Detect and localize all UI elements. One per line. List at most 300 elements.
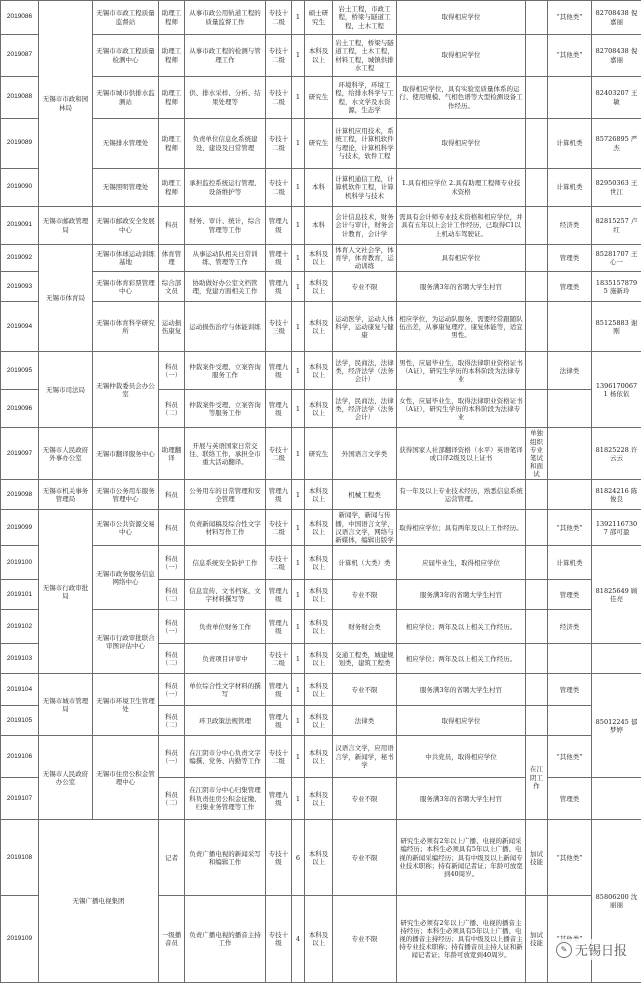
cell-level: 专技十二级	[266, 169, 292, 207]
cell-req: 获得国家人社部翻译资格（水平）英语笔译或口译2级及以上证书	[397, 428, 526, 480]
cell-edu: 研究生	[305, 77, 333, 119]
cell-exam	[548, 77, 592, 119]
cell-cond	[526, 674, 548, 706]
cell-major: 外国语言文学类	[333, 428, 397, 480]
cell-edu: 本科及以上	[305, 778, 333, 820]
cell-req: 具有相应学位	[397, 245, 526, 272]
cell-exam	[548, 706, 592, 736]
cell-duty: 从事市政公用轨道工程的质量监督工作	[185, 1, 266, 35]
cell-cond: 在江阴工作	[526, 736, 548, 820]
table-row	[1, 302, 641, 352]
cell-num: 1	[292, 272, 305, 302]
cell-duty: 协助做好办公室文档管理，党建方面相关工作	[185, 272, 266, 302]
cell-level: 管理九级	[266, 272, 292, 302]
cell-cond	[526, 207, 548, 245]
cell-cond	[526, 245, 548, 272]
cell-unit: 无锡市住房公积金管理中心	[93, 736, 159, 820]
cell-exam: 计算机类	[548, 169, 592, 207]
cell-level: 管理九级	[266, 480, 292, 510]
cell-contact: 85012245 郁梦婷	[592, 674, 641, 778]
cell-req: 取得相应学位	[397, 706, 526, 736]
cell-dept: 无锡市城市管理局	[39, 674, 93, 736]
table-row	[1, 77, 641, 119]
cell-unit: 无锡市邮政安全发展中心	[93, 207, 159, 245]
cell-contact: 82708438 倪嘉丽	[592, 35, 641, 77]
cell-code: 2019099	[1, 510, 39, 546]
cell-code: 2019087	[1, 35, 39, 77]
cell-cond	[526, 480, 548, 510]
cell-dept: 无锡市市政和园林局	[39, 1, 93, 207]
chat-bubble-icon: ✎	[556, 942, 572, 958]
cell-req: 取得相应学位	[397, 35, 526, 77]
cell-contact: 13961700671 杨依依	[592, 352, 641, 428]
cell-num: 4	[292, 896, 305, 983]
cell-edu: 研究生	[305, 428, 333, 480]
cell-num: 1	[292, 580, 305, 610]
cell-cond	[526, 580, 548, 610]
cell-post: 助理翻译	[159, 428, 185, 480]
cell-level: 专技十二级	[266, 546, 292, 580]
cell-cond: 单独组织专业笔试和面试	[526, 428, 548, 480]
cell-level: 专技十二级	[266, 1, 292, 35]
cell-level: 专技十二级	[266, 119, 292, 169]
cell-code: 2019100	[1, 546, 39, 580]
cell-num: 1	[292, 644, 305, 674]
table-row	[1, 674, 641, 706]
cell-contact: 82815257 卢红	[592, 207, 641, 245]
cell-exam: 管理类	[548, 245, 592, 272]
cell-req: 研究生必须有2年以上广播、电视的新闻采编经历；本科生必须具有5年以上广播、电视的新闻采编经历；具有中级及以上新闻专业技术职称；持有新闻记者证；年龄可放宽到40周岁。	[397, 820, 526, 896]
cell-exam	[548, 644, 592, 674]
cell-major: 法学，民商法，法律类，经济法学（法务会计）	[333, 352, 397, 390]
table-row	[1, 272, 641, 302]
cell-contact: 81825228 许云云	[592, 428, 641, 480]
cell-exam: “其他类”	[548, 510, 592, 546]
cell-code: 2019088	[1, 77, 39, 119]
cell-post: 科员（二）	[159, 390, 185, 428]
cell-post: 科员（一）	[159, 352, 185, 390]
cell-major: 专业不限	[333, 674, 397, 706]
cell-code: 2019106	[1, 736, 39, 778]
cell-exam: “其他类”	[548, 1, 592, 35]
cell-unit: 无锡市环境卫生管理处	[93, 674, 159, 736]
table-row	[1, 1, 641, 35]
cell-duty: 在江阴市分中心负责文字编撰、党务、内勤等工作	[185, 736, 266, 778]
cell-exam: 经济类	[548, 610, 592, 644]
cell-num: 1	[292, 1, 305, 35]
cell-cond	[526, 272, 548, 302]
cell-major: 财务财会类	[333, 610, 397, 644]
cell-level: 管理九级	[266, 778, 292, 820]
cell-unit: 无锡市城市供排水监测站	[93, 77, 159, 119]
cell-req: 1.具有相应学位 2.具有助理工程师专业技术资格	[397, 169, 526, 207]
table-row	[1, 610, 641, 644]
newspaper-watermark	[552, 939, 631, 960]
cell-dept: 无锡市人民政府外事办公室	[39, 428, 93, 480]
cell-num: 1	[292, 510, 305, 546]
cell-cond	[526, 546, 548, 580]
cell-contact: 82950363 王世江	[592, 169, 641, 207]
cell-post: 助理工程师	[159, 1, 185, 35]
cell-exam: 计算机类	[548, 119, 592, 169]
cell-exam	[548, 480, 592, 510]
cell-contact	[592, 778, 641, 820]
cell-level: 管理九级	[266, 390, 292, 428]
cell-post: 运动损伤康复	[159, 302, 185, 352]
cell-duty: 在江阴市分中心归集管理科负责住房公积金征缴、归集业务管理等工作	[185, 778, 266, 820]
cell-major: 专业不限	[333, 778, 397, 820]
cell-num: 1	[292, 245, 305, 272]
cell-contact: 81825649 顾佳亮	[592, 546, 641, 644]
cell-contact: 18351578795 施新玲	[592, 272, 641, 302]
cell-duty: 负责单位财务工作	[185, 610, 266, 644]
cell-num: 1	[292, 302, 305, 352]
cell-dept: 无锡广播电视集团	[39, 820, 159, 983]
cell-post: 综合部文员	[159, 272, 185, 302]
cell-contact	[592, 644, 641, 674]
cell-num: 1	[292, 778, 305, 820]
cell-duty: 负责新闻稿及综合性文字材料写作工作	[185, 510, 266, 546]
cell-level: 专技十三级	[266, 302, 292, 352]
table-row	[1, 820, 641, 896]
cell-contact: 13921167307 邵可盈	[592, 510, 641, 546]
cell-code: 2019103	[1, 644, 39, 674]
cell-exam	[548, 302, 592, 352]
watermark-text: 无锡日报	[575, 940, 627, 959]
cell-duty: 负责项目评审中	[185, 644, 266, 674]
cell-exam	[548, 390, 592, 428]
cell-req: 女性，应届毕业生，取得法律职业资格证书（A证），研究生学历的本科阶段为法律专业	[397, 390, 526, 428]
cell-cond	[526, 1, 548, 35]
cell-edu: 本科及以上	[305, 245, 333, 272]
cell-unit: 无锡市公共资源交易中心	[93, 510, 159, 546]
cell-duty: 环卫政策法规管理	[185, 706, 266, 736]
cell-edu: 本科及以上	[305, 736, 333, 778]
cell-duty: 单位综合性文字材料的撰写	[185, 674, 266, 706]
cell-level: 专技十二级	[266, 428, 292, 480]
cell-req: 服务满3年的省聘大学生村官	[397, 674, 526, 706]
cell-req: 男性，应届毕业生，取得法律职业资格证书（A证），研究生学历的本科阶段为法律专业	[397, 352, 526, 390]
cell-code: 2019086	[1, 1, 39, 35]
cell-contact: 85806200 沈丽丽	[592, 820, 641, 983]
cell-edu: 本科及以上	[305, 580, 333, 610]
cell-exam: 管理类	[548, 272, 592, 302]
cell-duty: 信息宣传、文书档案、文字材料撰写等	[185, 580, 266, 610]
cell-cond	[526, 302, 548, 352]
cell-major: 专业不限	[333, 896, 397, 983]
cell-req: 取得相应学位，具有实验室质量体系的运行、使用规模、气相色谱等大型检测设备工作经历。	[397, 77, 526, 119]
cell-duty: 从事运动队相关日常训练、管理等工作	[185, 245, 266, 272]
cell-code: 2019093	[1, 272, 39, 302]
cell-duty: 运动损伤治疗与体能训练	[185, 302, 266, 352]
cell-dept: 无锡市体育局	[39, 245, 93, 352]
cell-level: 专技十级	[266, 820, 292, 896]
cell-major: 岩土工程，桥梁与隧道工程，土木工程，材料工程，城镇供排水工程	[333, 35, 397, 77]
cell-post: 科员（一）	[159, 736, 185, 778]
cell-post: 体育管理	[159, 245, 185, 272]
cell-num: 1	[292, 610, 305, 644]
cell-req: 需具有会计师专业技术资格和相应学位，并具有五年以上会计工作经历，已取得C1以上机动车驾驶证。	[397, 207, 526, 245]
cell-cond: 加试技能	[526, 820, 548, 896]
cell-duty: 仲裁案件受理、立案咨询服务工作	[185, 352, 266, 390]
cell-unit: 无锡市翻译服务中心	[93, 428, 159, 480]
table-row	[1, 207, 641, 245]
cell-unit: 无锡市体育彩票管理中心	[93, 272, 159, 302]
cell-major: 体育人文社会学，体育学，体育教育，运动训练	[333, 245, 397, 272]
cell-exam: 计算机类	[548, 546, 592, 580]
cell-contact: 85281707 王心一	[592, 245, 641, 272]
cell-level: 专技十二级	[266, 644, 292, 674]
cell-exam: 经济类	[548, 207, 592, 245]
cell-major: 岩土工程，市政工程，桥梁与隧道工程，土木工程	[333, 1, 397, 35]
cell-code: 2019090	[1, 169, 39, 207]
cell-num: 1	[292, 706, 305, 736]
cell-req: 服务满3年的省聘大学生村官	[397, 580, 526, 610]
cell-code: 2019095	[1, 352, 39, 390]
cell-post: 助理工程师	[159, 169, 185, 207]
cell-major: 计算机（大类）类	[333, 546, 397, 580]
cell-dept: 无锡市司法局	[39, 352, 93, 428]
cell-num: 1	[292, 207, 305, 245]
cell-major: 机械工程类	[333, 480, 397, 510]
cell-level: 管理九级	[266, 352, 292, 390]
cell-post: 科员（一）	[159, 610, 185, 644]
cell-level: 管理九级	[266, 580, 292, 610]
cell-duty: 负责单位信息化系统建设、建设及日常管理	[185, 119, 266, 169]
cell-unit: 无锡照明管理处	[93, 169, 159, 207]
cell-exam: 法律类	[548, 352, 592, 390]
cell-edu: 本科及以上	[305, 546, 333, 580]
table-row	[1, 169, 641, 207]
cell-level: 专技十二级	[266, 77, 292, 119]
cell-code: 2019089	[1, 119, 39, 169]
cell-num: 1	[292, 169, 305, 207]
cell-duty: 公务用车的日常管理和安全管理	[185, 480, 266, 510]
cell-contact: 81824216 陈俊良	[592, 480, 641, 510]
table-row	[1, 35, 641, 77]
cell-edu: 本科	[305, 207, 333, 245]
cell-post: 科员	[159, 480, 185, 510]
cell-dept: 无锡市行政审批局	[39, 510, 93, 674]
cell-cond: 加试技能	[526, 896, 548, 983]
cell-exam: 管理类	[548, 580, 592, 610]
cell-req: 取得相应学位；具有两年及以上工作经历。	[397, 510, 526, 546]
cell-code: 2019105	[1, 706, 39, 736]
cell-num: 1	[292, 119, 305, 169]
cell-req: 取得相应学位	[397, 119, 526, 169]
cell-exam: “其他类”	[548, 35, 592, 77]
cell-req: 相应学位；两年及以上相关工作经历。	[397, 610, 526, 644]
cell-num: 1	[292, 390, 305, 428]
cell-post: 科员（二）	[159, 706, 185, 736]
cell-major: 法学，民商法，法律类，经济法学（法务会计）	[333, 390, 397, 428]
cell-post: 一级播音员	[159, 896, 185, 983]
cell-post: 记者	[159, 820, 185, 896]
cell-major: 环境科学，环境工程，给排水科学与工程，水文学及水资源，生态学	[333, 77, 397, 119]
cell-edu: 本科	[305, 169, 333, 207]
cell-edu: 本科及以上	[305, 674, 333, 706]
table-row	[1, 428, 641, 480]
cell-duty: 财务、审计、统计，综合管理等工作	[185, 207, 266, 245]
cell-cond	[526, 77, 548, 119]
cell-unit: 无锡市市政工程质量检测中心	[93, 35, 159, 77]
cell-level: 管理九级	[266, 207, 292, 245]
table-row	[1, 736, 641, 778]
cell-major: 交通工程类，城建规划类，建筑工程类	[333, 644, 397, 674]
cell-cond	[526, 706, 548, 736]
cell-req: 服务满3年的省聘大学生村官	[397, 778, 526, 820]
cell-major: 专业不限	[333, 580, 397, 610]
cell-code: 2019096	[1, 390, 39, 428]
cell-num: 1	[292, 77, 305, 119]
cell-exam: “其他类”	[548, 736, 592, 778]
cell-level: 专技十二级	[266, 736, 292, 778]
cell-cond	[526, 510, 548, 546]
cell-contact: 85125883 谢刚	[592, 302, 641, 352]
cell-unit: 无锡市市政工程质量监督站	[93, 1, 159, 35]
cell-req: 研究生必须有2年以上广播、电视的播音主持经历；本科生必须具有5年以上广播、电视的播音主持经历；具有中级及以上播音主持专业技术职称；持有播音员主持人证和新闻记者证；年龄可放宽到40周岁。	[397, 896, 526, 983]
cell-edu: 本科及以上	[305, 302, 333, 352]
cell-duty: 负责广播电视的播音主持工作	[185, 896, 266, 983]
cell-code: 2019097	[1, 428, 39, 480]
cell-post: 助理工程师	[159, 35, 185, 77]
cell-num: 1	[292, 674, 305, 706]
cell-unit: 无锡仲裁委员会办公室	[93, 352, 159, 428]
cell-code: 2019102	[1, 610, 39, 644]
cell-num: 1	[292, 428, 305, 480]
cell-cond	[526, 352, 548, 390]
cell-num: 1	[292, 546, 305, 580]
cell-duty: 开展与英语国家日常交往、联络工作，承担全市重大活动翻译。	[185, 428, 266, 480]
cell-code: 2019109	[1, 896, 39, 983]
cell-post: 助理工程师	[159, 119, 185, 169]
cell-major: 计算机应用技术，系统工程，计算机软件与理论，计算机科学与技术，软件工程	[333, 119, 397, 169]
cell-dept: 无锡市机关事务管理局	[39, 480, 93, 510]
cell-edu: 本科及以上	[305, 352, 333, 390]
cell-num: 1	[292, 352, 305, 390]
cell-unit: 无锡市行政审批联合审图评估中心	[93, 610, 159, 674]
cell-post: 科员	[159, 207, 185, 245]
cell-cond	[526, 35, 548, 77]
cell-req: 相应学位，为运动队服务，需要经常跟随队伍出差，从事康复理疗、康复体能等，适宜男性。	[397, 302, 526, 352]
cell-edu: 本科及以上	[305, 896, 333, 983]
cell-code: 2019094	[1, 302, 39, 352]
cell-major: 汉语言文学，应用语言学，新闻学，秘书学	[333, 736, 397, 778]
cell-major: 专业不限	[333, 272, 397, 302]
cell-major: 专业不限	[333, 820, 397, 896]
cell-code: 2019098	[1, 480, 39, 510]
cell-major: 计算机通信工程，计算机软件工程，计算机科学与技术	[333, 169, 397, 207]
cell-req: 应届毕业生，取得相应学位	[397, 546, 526, 580]
cell-duty: 负责广播电视的新闻采写和编辑工作	[185, 820, 266, 896]
cell-contact: 82708438 倪嘉丽	[592, 1, 641, 35]
cell-dept: 无锡市人民政府办公室	[39, 736, 93, 820]
cell-num: 6	[292, 820, 305, 896]
cell-num: 1	[292, 736, 305, 778]
cell-major: 会计信息技术，财务会计与审计，财务会计教育，会计学	[333, 207, 397, 245]
cell-code: 2019104	[1, 674, 39, 706]
table-row	[1, 546, 641, 580]
cell-exam: “其他类”	[548, 820, 592, 896]
cell-edu: 本科及以上	[305, 480, 333, 510]
cell-cond	[526, 119, 548, 169]
cell-exam: 管理类	[548, 778, 592, 820]
cell-req: 有一年及以上专业技术经历，熟悉信息系统运营管理。	[397, 480, 526, 510]
cell-major: 运动医学，运动人体科学，运动康复与健康	[333, 302, 397, 352]
cell-edu: 本科及以上	[305, 644, 333, 674]
cell-cond	[526, 644, 548, 674]
cell-req: 相应学位；两年及以上相关工作经历。	[397, 644, 526, 674]
cell-req: 服务满3年的省聘大学生村官	[397, 272, 526, 302]
cell-level: 管理十级	[266, 245, 292, 272]
cell-code: 2019092	[1, 245, 39, 272]
cell-level: 管理九级	[266, 610, 292, 644]
cell-level: 管理九级	[266, 706, 292, 736]
cell-level: 专技十二级	[266, 510, 292, 546]
cell-post: 科员（二）	[159, 580, 185, 610]
cell-level: 专技十级	[266, 896, 292, 983]
cell-duty: 供、排水采样、分析、结果处理等	[185, 77, 266, 119]
cell-code: 2019091	[1, 207, 39, 245]
cell-edu: 本科及以上	[305, 820, 333, 896]
cell-edu: 本科及以上	[305, 706, 333, 736]
cell-code: 2019107	[1, 778, 39, 820]
cell-duty: 从事市政工程的检测与管理工作	[185, 35, 266, 77]
table-row	[1, 245, 641, 272]
cell-edu: 研究生	[305, 119, 333, 169]
cell-unit: 无锡排水管理处	[93, 119, 159, 169]
cell-duty: 信息系统安全防护工作	[185, 546, 266, 580]
cell-post: 科员	[159, 510, 185, 546]
cell-major: 新闻学，新闻与传播，中国语言文学，汉语言文学，网络与新媒体，编辑出版学	[333, 510, 397, 546]
cell-cond	[526, 390, 548, 428]
cell-edu: 本科及以上	[305, 35, 333, 77]
cell-unit: 无锡市政务服务信息网络中心	[93, 546, 159, 610]
cell-req: 取得相应学位	[397, 1, 526, 35]
cell-edu: 本科及以上	[305, 390, 333, 428]
cell-level: 管理九级	[266, 674, 292, 706]
cell-cond	[526, 610, 548, 644]
cell-unit: 无锡市公务用车服务管理中心	[93, 480, 159, 510]
cell-post: 科员（二）	[159, 778, 185, 820]
cell-post: 科员（二）	[159, 644, 185, 674]
cell-cond	[526, 169, 548, 207]
cell-edu: 本科及以上	[305, 510, 333, 546]
cell-code: 2019101	[1, 580, 39, 610]
cell-dept: 无锡市邮政管理局	[39, 207, 93, 245]
cell-exam	[548, 428, 592, 480]
cell-edu: 本科及以上	[305, 610, 333, 644]
cell-exam: 管理类	[548, 674, 592, 706]
cell-num: 1	[292, 480, 305, 510]
cell-num: 1	[292, 35, 305, 77]
cell-duty: 仲裁案件受理、立案咨询等服务工作	[185, 390, 266, 428]
cell-duty: 承担监控系统运行管理、设备维护等	[185, 169, 266, 207]
table-row	[1, 480, 641, 510]
table-row	[1, 119, 641, 169]
table-row	[1, 510, 641, 546]
cell-unit: 无锡市体育科学研究所	[93, 302, 159, 352]
cell-contact: 85726895 严杰	[592, 119, 641, 169]
table-body	[1, 1, 641, 983]
cell-post: 科员（一）	[159, 546, 185, 580]
cell-req: 中共党员，取得相应学位	[397, 736, 526, 778]
cell-level: 专技十二级	[266, 35, 292, 77]
cell-contact: 82403207 王敏	[592, 77, 641, 119]
cell-edu: 硕士研究生	[305, 1, 333, 35]
cell-edu: 本科及以上	[305, 272, 333, 302]
cell-post: 助理工程师	[159, 77, 185, 119]
